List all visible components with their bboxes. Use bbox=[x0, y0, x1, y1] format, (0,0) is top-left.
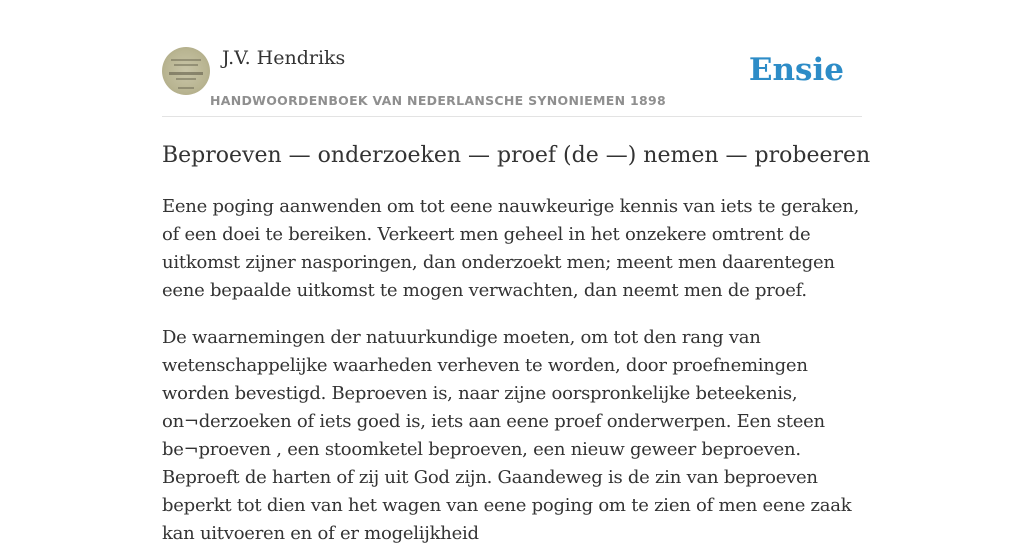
article-title: Beproeven — onderzoeken — proef (de —) nemen — probeeren bbox=[162, 143, 871, 168]
source-title[interactable]: HANDWOORDENBOEK VAN NEDERLANSCHE SYNONIEMEN 1898 bbox=[210, 93, 667, 108]
article-container bbox=[162, 0, 871, 548]
article-header bbox=[162, 0, 862, 117]
article-paragraph-1: Eene poging aanwenden om tot eene nauwkeurige kennis van iets te geraken, of een doei te bereiken. Verkeert men geheel in het onzekere omtrent de uitkomst zijner nasporingen, dan onderzoekt men; meent men daarentegen eene bepaalde uitkomst te mogen verwachten, dan neemt men de proef. bbox=[162, 196, 860, 301]
book-cover-icon[interactable] bbox=[162, 47, 210, 95]
ensie-logo[interactable]: Ensie bbox=[748, 52, 844, 88]
author-name[interactable]: J.V. Hendriks bbox=[222, 47, 346, 69]
article-paragraph-2: De waarnemingen der natuurkundige moeten, om tot den rang van wetenschappelijke waarheden verheven te worden, door proefnemingen worden bevestigd. Beproeven is, naar zijne oorspronkelijke beteekenis, on¬derzoeken of iets goed is, iets aan eene proef onderwerpen. Een steen be¬proeven , een stoomketel beproeven, een nieuw geweer beproeven. Beproeft de harten of zij uit God zijn. Gaandeweg is de zin van beproeven beperkt tot dien van het wagen van eene poging om te zien of men eene zaak kan uitvoeren en of er mogelijkheid bbox=[162, 327, 852, 544]
